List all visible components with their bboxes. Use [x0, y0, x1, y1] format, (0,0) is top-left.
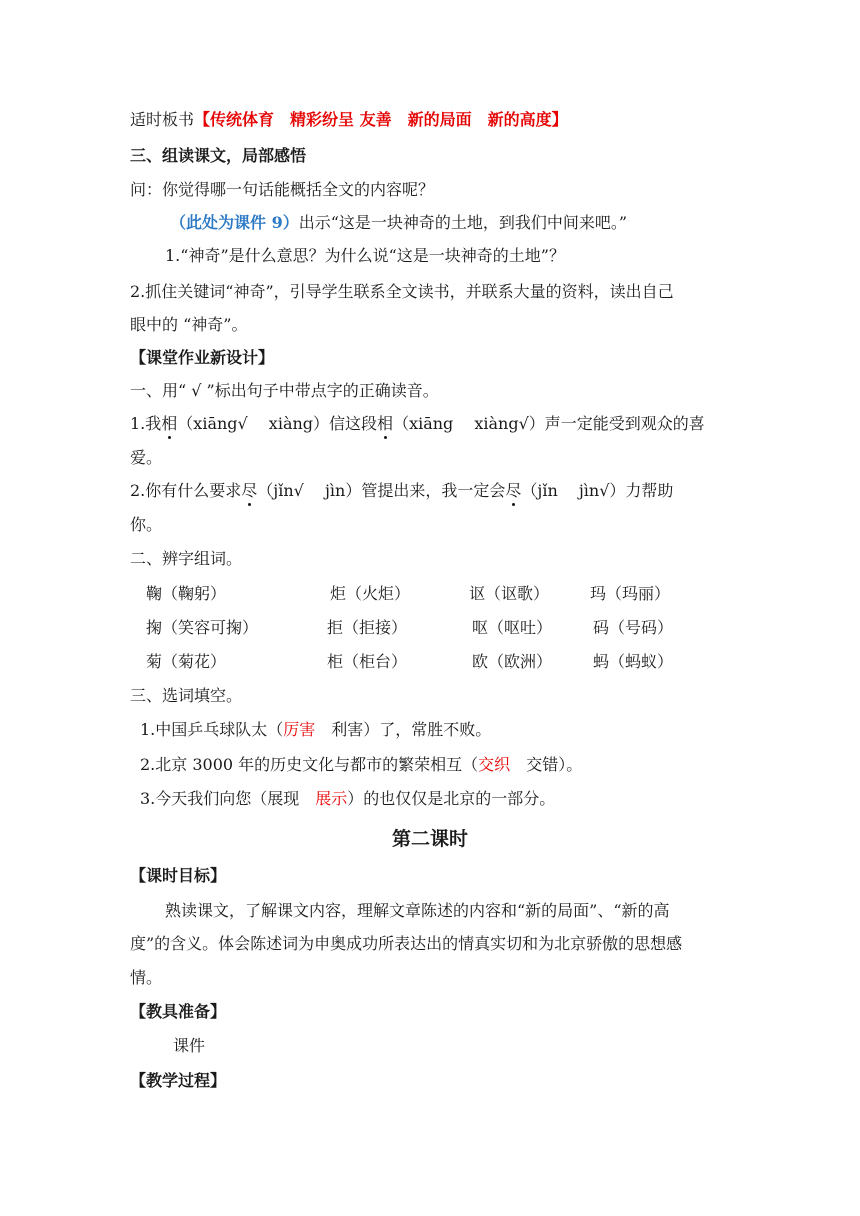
question-text: 问：你觉得哪一句话能概括全文的内容呢？ [130, 180, 435, 199]
answer-word: 厉害 [283, 720, 316, 739]
board-keywords: 【传统体育 精彩纷呈 友善 新的局面 新的高度】 [194, 110, 568, 129]
exercise2-title: 二、辨字组词。 [130, 549, 243, 568]
item-text: 1.中国乒乓球队太（ [140, 720, 284, 739]
word-cell: 拒（拒接） [327, 618, 408, 637]
tools-item: 课件 [173, 1036, 206, 1055]
word-cell: 蚂（蚂蚁） [593, 652, 674, 671]
section3-title: 三、组读课文，局部感悟 [130, 146, 307, 165]
lesson2-title: 第二课时 [391, 828, 468, 850]
sentence-text: 2.你有什么要求 [130, 481, 242, 500]
answer-word: 展示 [315, 789, 348, 808]
exercise3-item3 [140, 789, 555, 809]
exercise1-sentence2 [130, 481, 673, 501]
word-cell: 呕（呕吐） [472, 618, 553, 637]
exercise3-item2 [140, 755, 582, 775]
word-cell: 鞠（鞠躬） [146, 584, 227, 603]
goals-line3: 情。 [130, 968, 163, 987]
item-text: 2.北京 3000 年的历史文化与都市的繁荣相互（ [140, 755, 479, 774]
sentence-text: 1.我 [130, 414, 162, 433]
word-cell: 掬（笑容可掬） [146, 618, 259, 637]
goals-title: 【课时目标】 [130, 866, 227, 885]
sentence-text: （jǐn√ jìn）管提出来，我一定会 [257, 481, 506, 500]
process-title: 【教学过程】 [130, 1071, 227, 1090]
item-text: ）的也仅仅是北京的一部分。 [347, 789, 556, 808]
word-cell: 柜（柜台） [327, 652, 408, 671]
board-line [130, 110, 568, 130]
word-cell: 炬（火炬） [330, 584, 411, 603]
exercise1-sentence1-cont: 爱。 [130, 448, 163, 467]
word-cell: 讴（讴歌） [469, 584, 550, 603]
courseware-text: 出示“这是一块神奇的土地，到我们中间来吧。” [298, 213, 628, 232]
question-2-line2: 眼中的 “神奇”。 [130, 315, 248, 334]
word-cell: 菊（菊花） [146, 652, 227, 671]
exercise1-title: 一、用“ √ ”标出句子中带点字的正确读音。 [130, 381, 439, 400]
goals-line1: 熟读课文，了解课文内容，理解文章陈述的内容和“新的局面”、“新的高 [165, 901, 670, 920]
tools-title: 【教具准备】 [130, 1002, 227, 1021]
sentence-text: （jǐn jìn√）力帮助 [521, 481, 674, 500]
sentence-text: （xiāng xiàng√）声一定能受到观众的喜 [393, 414, 705, 433]
question-2-line1: 2.抓住关键词“神奇”，引导学生联系全文读书，并联系大量的资料，读出自己 [130, 282, 674, 301]
dotted-char: 尽 [241, 481, 258, 500]
question-1: 1.“神奇”是什么意思？为什么说“这是一块神奇的土地”？ [165, 246, 565, 265]
item-text: 利害）了，常胜不败。 [315, 720, 492, 739]
courseware-line [170, 213, 627, 233]
exercise1-sentence2-cont: 你。 [130, 515, 163, 534]
word-cell: 玛（玛丽） [590, 584, 671, 603]
answer-word: 交织 [478, 755, 511, 774]
exercise1-sentence1 [130, 414, 705, 434]
word-cell: 码（号码） [593, 618, 674, 637]
exercise3-title: 三、选词填空。 [130, 686, 243, 705]
exercise3-item1 [140, 720, 491, 740]
word-cell: 欧（欧洲） [472, 652, 553, 671]
courseware-note: （此处为课件 9） [170, 213, 299, 232]
dotted-char: 尽 [505, 481, 522, 500]
dotted-char: 相 [161, 414, 178, 433]
sentence-text: （xiāng√ xiàng）信这段 [177, 414, 378, 433]
item-text: 交错）。 [510, 755, 583, 774]
item-text: 3.今天我们向您（展现 [140, 789, 316, 808]
homework-title: 【课堂作业新设计】 [130, 348, 275, 367]
goals-line2: 度”的含义。体会陈述词为申奥成功所表达出的情真实切和为北京骄傲的思想感 [130, 934, 683, 953]
board-prefix: 适时板书 [130, 110, 195, 129]
dotted-char: 相 [377, 414, 394, 433]
